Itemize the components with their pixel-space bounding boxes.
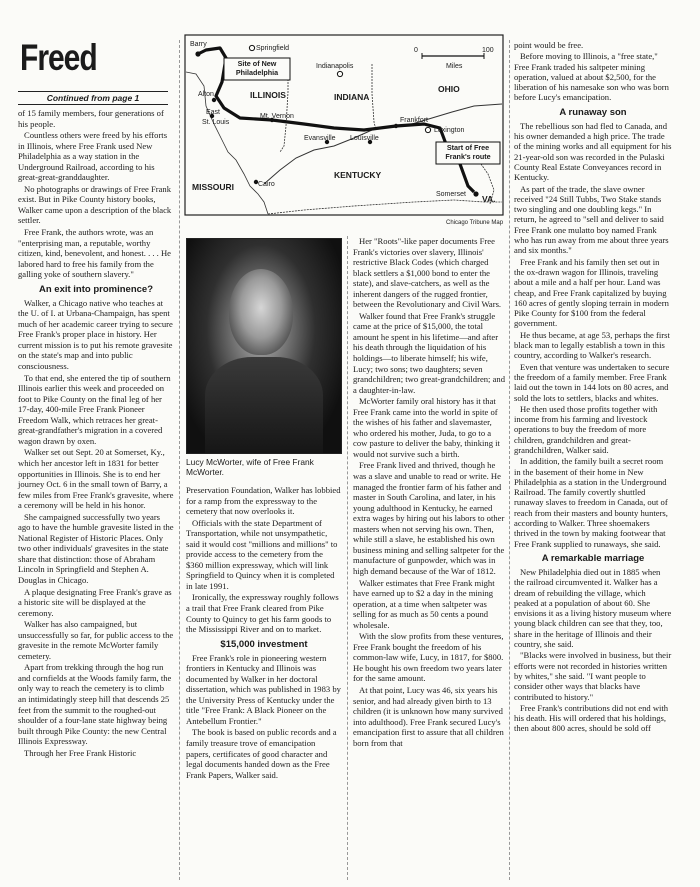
state-label-kentucky: KENTUCKY bbox=[334, 170, 382, 180]
state-label-illinois: ILLINOIS bbox=[250, 90, 286, 100]
paragraph: Walker found that Free Frank's struggle came at the price of $15,000, the total amount he spent in his lifetime—and after his death through the liquidation of his holdings—to liberate himself; his wife, Lucy; two sons; two daughters; seven grandchildren; two great-grandchildren; and a daughter-in-law. bbox=[353, 310, 506, 395]
column-1 bbox=[18, 108, 174, 759]
city-dot bbox=[195, 51, 200, 56]
scale-unit-label: Miles bbox=[446, 63, 463, 70]
start-box-text: Start of Free Frank's route bbox=[445, 143, 491, 161]
paragraph: of 15 family members, four generations of his people. bbox=[18, 108, 164, 129]
paragraph: Apart from trekking through the hog run and cornfields at the Woods family farm, the only way to reach the cemetery is to climb an intimidatingly steep hill that descends 25 feet from the summit to the roughed-out shoulder of a four-lane state highway being built through Pike County: the new Central Illinois Expressway. bbox=[18, 662, 172, 747]
paragraph: point would be free. bbox=[514, 40, 584, 50]
city-label-frankfort: Frankfort bbox=[400, 117, 429, 124]
headline: Freed bbox=[20, 37, 97, 79]
city-label-east: East bbox=[206, 109, 221, 116]
paragraph: Ironically, the expressway roughly follows a trail that Free Frank cleared from Pike County to Quincy to get his farm goods to the Mississippi River and on to market. bbox=[186, 592, 339, 635]
map-credit: Chicago Tribune Map bbox=[446, 220, 504, 226]
paragraph: Walker, a Chicago native who teaches at the U. of I. at Urbana-Champaign, has spent much of her academic career trying to secure Free Frank's proper place in history. Her current mission is to put his remote gravesite on the state's map and into public consciousness. bbox=[18, 297, 173, 372]
paragraph: New Philadelphia died out in 1885 when the railroad circumvented it. Walker has a dream of rebuilding the village, which peaked at a population of about 60. She envisions it as a living history museum where young black children can see that they, too, share in the heritage of Illinois and their country, she said. bbox=[514, 566, 672, 650]
continued-label: Continued from page 1 bbox=[18, 91, 168, 105]
paragraph: With the slow profits from these ventures, Free Frank bought the freedom of his common-law wife, Lucy, in 1817, for $800. He bought his own freedom two years later for the same amount. bbox=[353, 631, 504, 684]
paragraph: Walker estimates that Free Frank might have earned up to $2 a day in the mining operation, at a time when saltpeter was selling for as much as 50 cents a pound wholesale. bbox=[353, 577, 495, 630]
column-rule bbox=[509, 40, 510, 880]
city-label-lexington: Lexington bbox=[434, 127, 465, 134]
subhead: $15,000 investment bbox=[220, 638, 308, 650]
paragraph: To that end, she entered the tip of southern Illinois earlier this week and proceeded on foot to Pike County on the final leg of her 17-day, 400-mile Free Frank Pioneer Freedom Walk, which retraces her great-great-grandfather's migration in a covered wagon drawn by oxen. bbox=[18, 372, 171, 446]
photo-caption: Lucy McWorter, wife of Free Frank McWorter. bbox=[186, 457, 314, 477]
site-box-text: Site of New Philadelphia bbox=[235, 59, 279, 77]
paragraph: A plaque designating Free Frank's grave as a historic site will be displayed at the ceremony. bbox=[18, 586, 172, 618]
column-3 bbox=[353, 236, 505, 749]
city-dot bbox=[212, 98, 216, 102]
paragraph: Free Frank lived and thrived, though he was a slave and unable to read or write. He managed the frontier farm of his father and master in South Carolina, and later, in his young adulthood in Kentucky, he earned extra wages by hiring out his labors to other masters when not serving his own. Then, while still a slave, he established his own business mining and selling saltpeter for the manufacture of gunpowder, which was in high demand because of the War of 1812. bbox=[353, 460, 505, 576]
subhead: A runaway son bbox=[559, 106, 627, 118]
paragraph: Free Frank, the authors wrote, was an "enterprising man, a reputable, worthy citizen, kind, benevolent, and honest. . . . He labored hard to free his family from the galling yoke of southern slavery." bbox=[18, 227, 171, 280]
paragraph: Free Frank's role in pioneering western frontiers in Kentucky and Illinois was documented by Walker in her doctoral dissertation, which was published in 1983 by the University Press of Kentucky under the title "Free Frank: A Black Pioneer on the Antebellum Frontier." bbox=[186, 652, 341, 726]
state-label-ohio: OHIO bbox=[438, 84, 460, 94]
city-label-mt-vernon: Mt. Vernon bbox=[260, 113, 294, 120]
scale-end-label: 100 bbox=[482, 47, 494, 54]
paragraph: Her "Roots"-like paper documents Free Frank's victories over slavery, Illinois' restrictive Black Codes (which charged black settlers a $1,000 bond to enter the state), and slave-catchers, as well as the inherent dangers of the rugged frontier, between the Revolutionary and Civil Wars. bbox=[353, 236, 502, 310]
paragraph: Countless others were freed by his efforts in Illinois, where Free Frank used New Philadelphia as a way station in the Underground Railroad, according to his great-great-granddaughter. bbox=[18, 130, 168, 183]
route-map bbox=[184, 34, 504, 230]
paragraph: He thus became, at age 53, perhaps the first black man to legally establish a town in this country, according to Walker's research. bbox=[514, 329, 670, 361]
state-label-indiana: INDIANA bbox=[334, 92, 370, 102]
city-label-springfield: Springfield bbox=[256, 45, 290, 52]
paragraph: He then used those profits together with income from his farming and livestock operations to buy the freedom of more children, grandchildren and great-grandchildren, Walker said. bbox=[514, 403, 658, 455]
state-label-va: VA. bbox=[482, 194, 496, 204]
column-2 bbox=[186, 485, 342, 781]
paragraph: McWorter family oral history has it that Free Frank came into the world in spite of the wishes of his father and slavemaster, who ordered his mother, Juda, to go to a cow pasture to deliver the baby, thinking it would not survive such a birth. bbox=[353, 396, 500, 459]
city-label-evansville: Evansville bbox=[304, 135, 336, 142]
portrait-face bbox=[229, 269, 293, 355]
paragraph: As part of the trade, the slave owner received "24 Still Tubbs, Two Stake stands two singling and one doubling kegs." In return, he agreed to "sell and deliver to said Free Frank one mulatto boy named Frank who has run away from me about three years and six months." bbox=[514, 183, 669, 256]
city-label-louisville: Louisville bbox=[350, 135, 379, 142]
city-label-barry: Barry bbox=[190, 41, 207, 48]
subhead: An exit into prominence? bbox=[38, 283, 153, 295]
city-label-cairo: Cairo bbox=[258, 181, 275, 188]
paragraph: In addition, the family built a secret room in the basement of their home in New Philadelphia as a station in the Underground Railroad. The family covertly shuttled runaway slaves to freedom in Canada, out of reach from their masters and bounty hunters, according to Walker. Three shoemakers thrived in the town by making footwear that Free Frank supplied to runaways, she said. bbox=[514, 456, 668, 549]
paragraph: Through her Free Frank Historic bbox=[24, 747, 137, 758]
city-label-indianapolis: Indianapolis bbox=[316, 63, 354, 70]
subhead: A remarkable marriage bbox=[541, 552, 645, 564]
paragraph: At that point, Lucy was 46, six years his senior, and had already given birth to 13 children (it is unknown how many survived into adulthood). Free Frank secured Lucy's emancipation first to assure that all children born from that bbox=[353, 684, 504, 748]
portrait-body bbox=[205, 357, 323, 453]
portrait-photo bbox=[186, 238, 342, 454]
city-dot bbox=[394, 124, 398, 128]
column-rule bbox=[347, 236, 348, 880]
column-rule bbox=[179, 40, 180, 880]
paragraph: Walker has also campaigned, but unsuccessfully so far, for public access to the gravesite in the remote McWorter family cemetery. bbox=[18, 619, 174, 661]
city-dot bbox=[473, 191, 478, 196]
paragraph: The rebellious son had fled to Canada, and his owner demanded a high price. The trade of the mining works and all equipment for his 21-year-old son was recorded in the Pulaski County Real Estate Conveyances record in Kentucky. bbox=[514, 120, 672, 183]
paragraph: Preservation Foundation, Walker has lobbied for a ramp from the expressway to the cemetery that now overlooks it. bbox=[186, 485, 341, 517]
paragraph: Before moving to Illinois, a "free state," Free Frank traded his saltpeter mining operation, valued at about $2,500, for the liberation of his namesake son who was born before Lucy's emancipation. bbox=[514, 51, 669, 103]
paragraph: Walker set out Sept. 20 at Somerset, Ky., which her ancestor left in 1831 for better opportunities in Illinois. She is to end her journey Oct. 6 in the small town of Barry, a few miles from Free Frank's gravesite, where a ceremony will be held in his honor. bbox=[18, 447, 174, 511]
paragraph: Officials with the state Department of Transportation, while not unsympathetic, said it would cost "millions and millions" to provide access to the cemetery from the $360 million expressway, which will link Springfield to Quincy when it is completed in late 1991. bbox=[186, 517, 338, 591]
paragraph: Free Frank's contributions did not end with his death. His will ordered that his holdings, then about 800 acres, should be sold off bbox=[514, 702, 669, 734]
city-label-alton: Alton bbox=[198, 91, 214, 98]
city-label-st-louis: St. Louis bbox=[202, 119, 230, 126]
city-label-somerset: Somerset bbox=[436, 191, 466, 198]
scale-start-label: 0 bbox=[414, 47, 418, 54]
paragraph: Free Frank and his family then set out in the ox-drawn wagon for Illinois, traveling about a mile and a half per hour. Land was cheap, and Free Frank capitalized by buying 160 acres of gently sloping terrain in modern Pike County for $100 from the federal government. bbox=[514, 256, 669, 329]
paragraph: She campaigned successfully two years ago to have the humble gravesite listed in the National Register of Historic Places. Only two other individuals' gravesites in the state share that distinction: those of Abraham Lincoln in Springfield and Stephen A. Douglas in Chicago. bbox=[18, 511, 174, 585]
paragraph: No photographs or drawings of Free Frank exist. But in Pike County history books, Walker came upon a description of the black settler. bbox=[18, 183, 172, 226]
column-4 bbox=[514, 40, 672, 735]
paragraph: The book is based on public records and a family treasure trove of emancipation papers, certificates of good character and legal documents handed down as the Free Frank Papers, Walker said. bbox=[186, 727, 337, 780]
state-label-missouri: MISSOURI bbox=[192, 182, 235, 192]
paragraph: "Blacks were involved in business, but their efforts were not recorded in histories written by whites," she said. "I want people to consider other ways that blacks have contributed to history." bbox=[514, 650, 672, 702]
paragraph: Even that venture was undertaken to secure the freedom of a family member. Free Frank laid out the town in 144 lots on 80 acres, and sold the lots to settlers, blacks and whites. bbox=[514, 361, 670, 403]
